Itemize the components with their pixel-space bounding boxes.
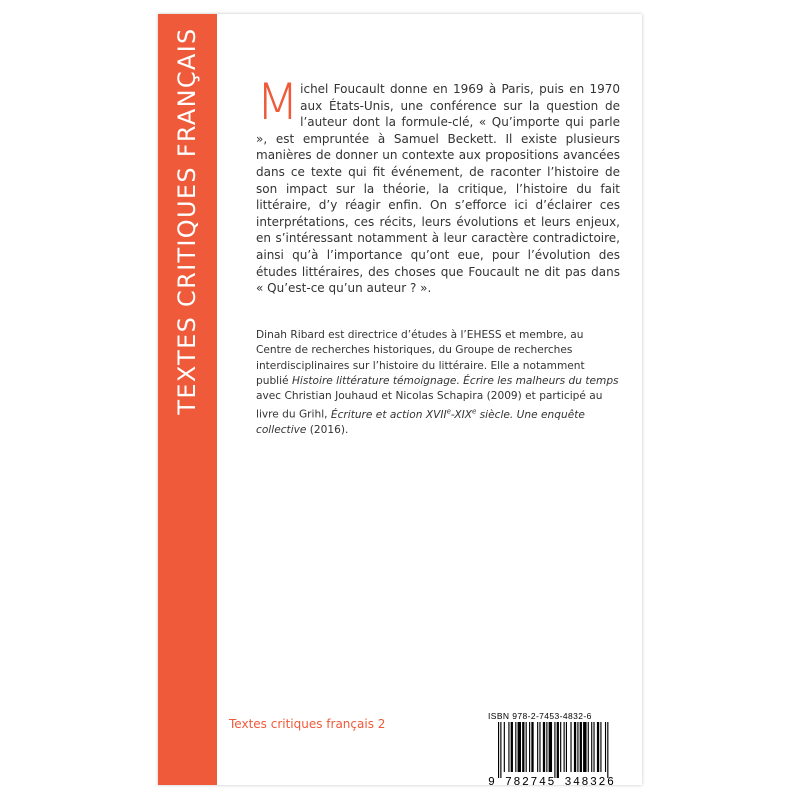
barcode-block bbox=[488, 711, 628, 789]
bio-book-title-1: Histoire littérature témoignage. Écrire les malheurs du temps bbox=[291, 374, 619, 387]
barcode-bar bbox=[583, 722, 586, 772]
barcode-bar bbox=[591, 722, 592, 772]
barcode-bar bbox=[522, 722, 524, 772]
barcode-bar bbox=[570, 722, 571, 772]
barcode-bar bbox=[607, 722, 608, 778]
barcode-bar bbox=[543, 722, 545, 772]
bio-part-1: Dinah Ribard est directrice d’études à l’EHESS et membre, au Centre de recherches historiques, du Groupe de recherches interdisciplinaires sur l’histoire du littéraire. Elle a notamment publié bbox=[256, 329, 585, 387]
barcode-bar bbox=[560, 722, 561, 772]
bio-book-title-2: Écriture et action XVIIe-XIXe siècle. Une enquête collective bbox=[256, 407, 585, 437]
spine-title: TEXTES CRITIQUES FRANÇAIS bbox=[173, 27, 201, 415]
barcode-bars bbox=[488, 722, 628, 778]
blurb-text: ichel Foucault donne en 1969 à Paris, puis en 1970 aux États-Unis, une conférence sur la question de l’auteur dont la formule-clé, « Qu’importe qui parle », est empruntée à Samuel Beckett. Il existe plusieurs manières de donner un contexte aux propositions avancées dans ce texte qui fit événement, de raconter l’histoire de son impact sur la théorie, la critique, l’histoire du fait littéraire, d’y réagir enfin. On s’efforce ici d’éclairer ces interprétations, ces récits, leurs évolutions et leurs enjeux, en s’intéressant notamment à leur caractère contradictoire, ainsi qu’à l’importance qu’ont eue, pour l’évolution des études littéraires, des choses que Foucault ne dit pas dans « Qu’est-ce qu’un auteur ? ». bbox=[256, 82, 620, 296]
barcode-bar bbox=[518, 722, 521, 772]
barcode-bar bbox=[531, 722, 533, 772]
barcode-bar bbox=[511, 722, 513, 772]
blurb-paragraph bbox=[256, 73, 620, 297]
barcode-bar bbox=[546, 722, 547, 772]
barcode-bar bbox=[539, 722, 540, 772]
barcode-bar bbox=[580, 722, 582, 772]
barcode-bar bbox=[554, 722, 555, 778]
barcode-bar bbox=[564, 722, 565, 772]
barcode-bar bbox=[577, 722, 578, 772]
barcode-bar bbox=[557, 722, 559, 778]
barcode-bar bbox=[526, 722, 527, 772]
isbn-text: ISBN 978-2-7453-4832-6 bbox=[488, 711, 592, 721]
barcode-digits: 9 782745 348326 bbox=[488, 776, 616, 789]
barcode-bar bbox=[529, 722, 530, 772]
bio-part-2: avec Christian Jouhaud et Nicolas Schapira (2009) et participé au livre du Grihl, bbox=[256, 390, 603, 422]
barcode-bar bbox=[537, 722, 538, 772]
barcode-bar bbox=[566, 722, 567, 772]
drop-cap: M bbox=[256, 73, 300, 131]
book-back-cover bbox=[158, 14, 642, 789]
author-bio bbox=[256, 328, 620, 439]
barcode-bar bbox=[549, 722, 552, 772]
barcode-bar bbox=[515, 722, 516, 772]
spine-band bbox=[158, 14, 217, 785]
bio-part-3: (2016). bbox=[306, 424, 349, 437]
barcode-bar bbox=[600, 722, 601, 772]
barcode-bar bbox=[498, 722, 499, 778]
barcode-bar bbox=[508, 722, 509, 772]
barcode-bar bbox=[593, 722, 594, 772]
series-label: Textes critiques français 2 bbox=[229, 717, 386, 731]
barcode-bar bbox=[500, 722, 501, 778]
barcode-bar bbox=[504, 722, 505, 772]
barcode-bar bbox=[597, 722, 599, 772]
barcode-bar bbox=[605, 722, 606, 772]
barcode-bar bbox=[588, 722, 589, 772]
barcode-bar bbox=[574, 722, 576, 772]
